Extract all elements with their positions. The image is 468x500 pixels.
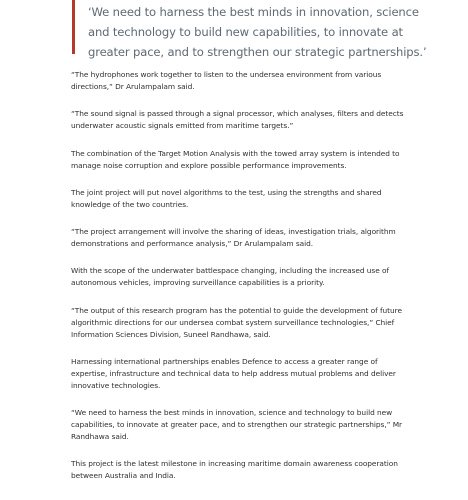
- paragraph: With the scope of the underwater battlespace changing, including the increased use of autonomous vehicles, improving surveillance capabilities is a priority.: [71, 266, 390, 287]
- paragraph: “The hydrophones work together to listen to the undersea environment from various directions,” Dr Arulampalam said.: [71, 70, 382, 91]
- paragraph: “The sound signal is passed through a signal processor, which analyses, filters and detects underwater acoustic signals emitted from maritime targets.”: [71, 109, 404, 130]
- paragraph: “The output of this research program has the potential to guide the development of future algorithmic directions for our undersea combat system surveillance technologies,” Chief Information Sciences Division, Suneel Randhawa, said.: [71, 306, 402, 339]
- paragraph: Harnessing international partnerships enables Defence to access a greater range of expertise, infrastructure and technical data to help address mutual problems and deliver innovative technologies.: [71, 357, 396, 390]
- paragraph: This project is the latest milestone in increasing maritime domain awareness cooperation between Australia and India.: [71, 459, 398, 480]
- paragraph: “We need to harness the best minds in innovation, science and technology to build new capabilities, to innovate at greater pace, and to strengthen our strategic partnerships,” Mr Randhawa said.: [71, 408, 403, 441]
- paragraph: The joint project will put novel algorithms to the test, using the strengths and shared knowledge of the two countries.: [71, 188, 382, 209]
- pull-quote: [72, 0, 435, 59]
- paragraph: The combination of the Target Motion Analysis with the towed array system is intended to manage noise corruption and explore possible performance improvements.: [71, 149, 400, 170]
- paragraph: “The project arrangement will involve the sharing of ideas, investigation trials, algorithm demonstrations and performance analysis,” Dr Arulampalam said.: [71, 227, 396, 248]
- pull-quote-text: ‘We need to harness the best minds in innovation, science and technology to build new capabilities, to innovate at greater pace, and to strengthen our strategic partnerships.’: [88, 5, 427, 59]
